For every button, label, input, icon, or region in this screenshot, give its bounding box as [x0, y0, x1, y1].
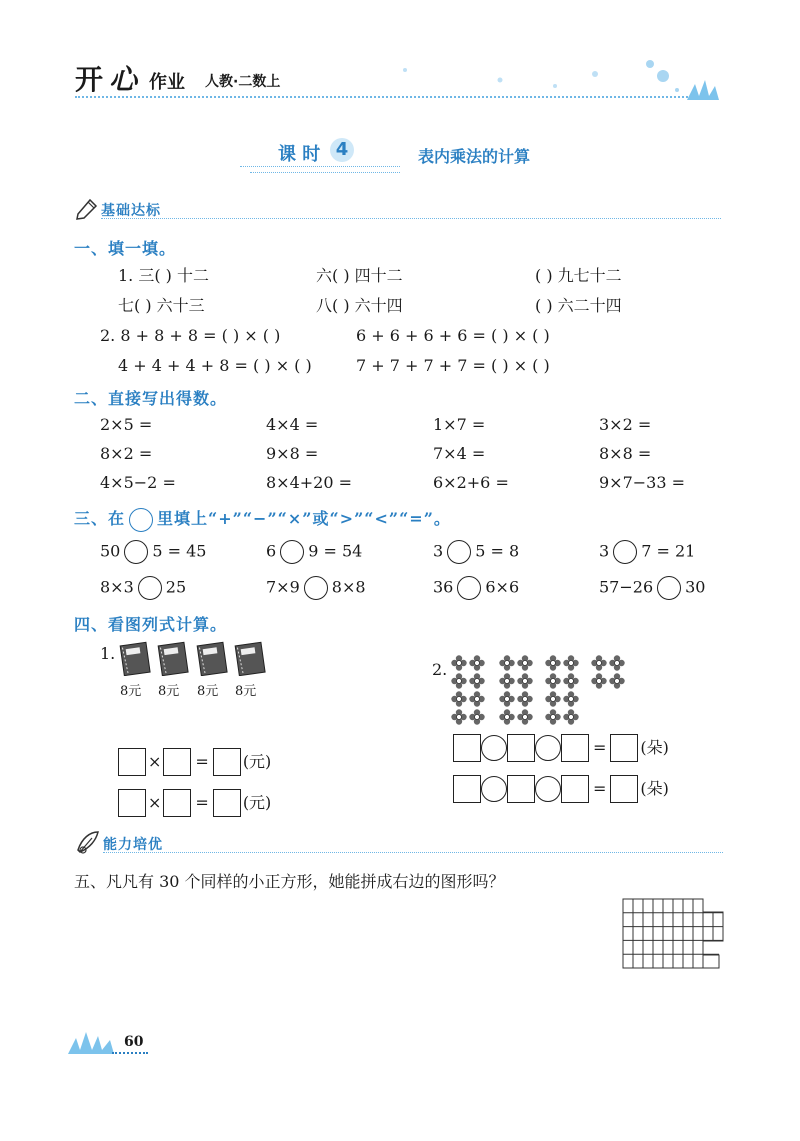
q3-item — [266, 576, 366, 600]
answer-circle[interactable] — [447, 540, 471, 564]
q5-title — [74, 872, 505, 892]
brand-xin: 心 — [109, 63, 138, 96]
section-basic-rule — [101, 218, 721, 219]
equals-sign: = — [593, 778, 607, 798]
bubbles-icon — [395, 56, 725, 106]
feather-icon — [74, 828, 102, 856]
unit-yuan: (元) — [242, 751, 272, 771]
price-label: 8元 — [235, 684, 257, 699]
q1-r1-c: ( ) 九七十二 — [535, 266, 622, 285]
q4-p1-eq1 — [118, 748, 271, 776]
times-sign: × — [148, 751, 162, 771]
header — [75, 56, 725, 106]
notebook-group — [118, 640, 278, 700]
q3-item — [599, 576, 705, 600]
footer-rule — [112, 1052, 148, 1054]
q3-right: 7 = 21 — [641, 541, 696, 561]
q3-left: 3 — [433, 541, 444, 561]
flower-group-3 — [545, 655, 578, 724]
q5-text: 五、凡凡有 30 个同样的小正方形，她能拼成右边的图形吗？ — [74, 872, 505, 891]
q2-cell: 9×7−33 = — [599, 473, 686, 492]
q4-p1-label: 1. — [100, 644, 116, 663]
section-advanced-rule — [103, 852, 723, 853]
q2-title: 二、直接写出得数。 — [74, 389, 228, 408]
q1-r3-a: 2. 8 + 8 + 8 = ( ) × ( ) — [100, 326, 281, 345]
q1-r1-a: 1. 三( ) 十二 — [118, 266, 210, 285]
answer-circle[interactable] — [457, 576, 481, 600]
flower-group-1 — [451, 655, 484, 724]
unit-duo: (朵) — [640, 737, 669, 757]
lesson-rule — [240, 166, 400, 167]
q1-r1-b: 六( ) 四十二 — [316, 266, 403, 285]
q3-title-b: 里填上“+”“−”“×”或“>”“<”“=”。 — [157, 509, 451, 528]
q4-p1-eq2 — [118, 789, 271, 817]
page-number: 60 — [124, 1034, 144, 1050]
q3-right: 8×8 — [331, 577, 366, 597]
title-circle-icon — [129, 508, 153, 532]
q3-item — [433, 576, 519, 600]
notebook-icon — [233, 640, 267, 676]
q3-right: 30 — [685, 577, 706, 597]
flower-group-2 — [499, 655, 532, 724]
q3-left: 7×9 — [266, 577, 300, 597]
answer-box[interactable] — [118, 748, 146, 776]
brand-kai: 开 — [75, 63, 104, 96]
q2-cell: 2×5 = — [100, 415, 153, 434]
operator-circle[interactable] — [535, 776, 561, 802]
q3-left: 3 — [599, 541, 610, 561]
q1-r2-a: 七( ) 六十三 — [118, 296, 205, 315]
q3-left: 57−26 — [599, 577, 654, 597]
q3-left: 36 — [433, 577, 454, 597]
lesson-banner — [240, 138, 570, 178]
flower-group-4 — [591, 655, 624, 688]
q2-cell: 8×4+20 = — [266, 473, 353, 492]
q3-right: 25 — [165, 577, 187, 597]
answer-circle[interactable] — [304, 576, 328, 600]
q3-right: 5 = 8 — [475, 541, 520, 561]
lesson-number-badge: 4 — [330, 138, 354, 162]
q4-p2-eq1 — [453, 734, 669, 762]
q3-title — [74, 506, 451, 532]
answer-box[interactable] — [507, 775, 535, 803]
lesson-label: 课 时 — [278, 144, 321, 165]
flower-grid — [450, 654, 630, 726]
edition-label: 人教·二数上 — [205, 74, 281, 90]
operator-circle[interactable] — [481, 776, 507, 802]
q3-item — [100, 540, 206, 564]
q3-item — [100, 576, 186, 600]
q4-p2-label: 2. — [432, 660, 448, 679]
q2-cell: 4×5−2 = — [100, 473, 176, 492]
q2-cell: 8×2 = — [100, 444, 153, 463]
q2-cell: 9×8 = — [266, 444, 319, 463]
q2-cell: 7×4 = — [433, 444, 486, 463]
q3-item — [433, 540, 519, 564]
answer-box[interactable] — [610, 775, 638, 803]
section-basic: 基础达标 — [101, 203, 161, 219]
answer-box[interactable] — [163, 789, 191, 817]
answer-box[interactable] — [163, 748, 191, 776]
q2-cell: 1×7 = — [433, 415, 486, 434]
notebook-icon — [195, 640, 229, 676]
answer-circle[interactable] — [657, 576, 681, 600]
q3-title-a: 三、在 — [74, 509, 126, 528]
answer-box[interactable] — [118, 789, 146, 817]
lesson-rule-2 — [250, 172, 400, 173]
q3-right: 5 = 45 — [152, 541, 207, 561]
pencil-icon — [74, 196, 100, 222]
q2-cell: 3×2 = — [599, 415, 652, 434]
price-label: 8元 — [158, 684, 180, 699]
answer-circle[interactable] — [138, 576, 162, 600]
q3-item — [599, 540, 695, 564]
brand-zuoye: 作业 — [149, 72, 185, 93]
square-grid-figure — [622, 898, 724, 970]
q3-right: 6×6 — [485, 577, 520, 597]
answer-circle[interactable] — [124, 540, 148, 564]
answer-box[interactable] — [453, 734, 481, 762]
q1-r4-a: 4 + 4 + 4 + 8 = ( ) × ( ) — [118, 356, 312, 375]
answer-box[interactable] — [213, 748, 241, 776]
equals-sign: = — [195, 751, 209, 771]
answer-circle[interactable] — [613, 540, 637, 564]
q3-left: 8×3 — [100, 577, 134, 597]
answer-box[interactable] — [213, 789, 241, 817]
q4-title: 四、看图列式计算。 — [74, 615, 228, 634]
operator-circle[interactable] — [481, 735, 507, 761]
answer-box[interactable] — [610, 734, 638, 762]
notebook-icon — [156, 640, 190, 676]
q3-left: 6 — [266, 541, 277, 561]
q2-cell: 8×8 = — [599, 444, 652, 463]
section-advanced: 能力培优 — [103, 837, 163, 853]
q4-p2-eq2 — [453, 775, 669, 803]
q3-item — [266, 540, 362, 564]
answer-circle[interactable] — [280, 540, 304, 564]
answer-box[interactable] — [453, 775, 481, 803]
q2-cell: 4×4 = — [266, 415, 319, 434]
q1-r4-b: 7 + 7 + 7 + 7 = ( ) × ( ) — [356, 356, 550, 375]
answer-box[interactable] — [561, 734, 589, 762]
times-sign: × — [148, 792, 162, 812]
answer-box[interactable] — [561, 775, 589, 803]
unit-duo: (朵) — [640, 778, 669, 798]
q1-r2-b: 八( ) 六十四 — [316, 296, 403, 315]
q3-left: 50 — [100, 541, 121, 561]
price-label: 8元 — [197, 684, 219, 699]
answer-box[interactable] — [507, 734, 535, 762]
splash-icon — [685, 76, 725, 106]
operator-circle[interactable] — [535, 735, 561, 761]
equals-sign: = — [195, 792, 209, 812]
price-label: 8元 — [120, 684, 142, 699]
q2-cell: 6×2+6 = — [433, 473, 509, 492]
q1-r2-c: ( ) 六二十四 — [535, 296, 622, 315]
q1-r3-b: 6 + 6 + 6 + 6 = ( ) × ( ) — [356, 326, 550, 345]
notebook-icon — [118, 640, 152, 676]
lesson-title: 表内乘法的计算 — [418, 147, 531, 166]
q1-title: 一、填一填。 — [74, 239, 177, 258]
unit-yuan: (元) — [242, 792, 272, 812]
equals-sign: = — [593, 737, 607, 757]
q3-right: 9 = 54 — [308, 541, 363, 561]
